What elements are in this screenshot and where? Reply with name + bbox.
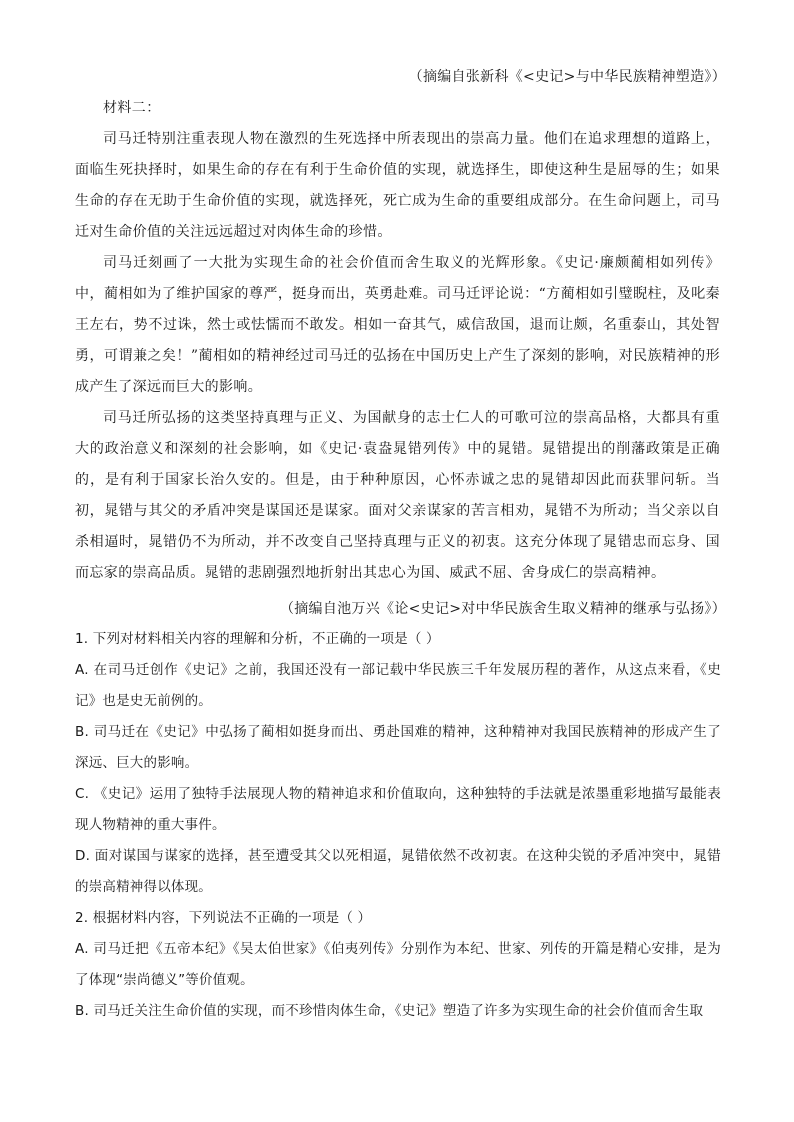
- source-citation-1: （摘编自张新科《<史记>与中华民族精神塑造》）: [408, 69, 726, 85]
- question-1-option-a: A. 在司马迁创作《史记》之前，我国还没有一部记载中华民族三千年发展历程的著作，从这点来看，《史记》也是史无前例的。: [75, 662, 721, 709]
- question-1-option-b: B. 司马迁在《史记》中弘扬了蔺相如挺身而出、勇赴国难的精神，这种精神对我国民族精神的形成产生了深远、巨大的影响。: [75, 724, 721, 771]
- paragraph-3: 司马迁所弘扬的这类坚持真理与正义、为国献身的志士仁人的可歌可泣的崇高品格，大都具有重大的政治意义和深刻的社会影响，如《史记·袁盎晁错列传》中的晁错。晁错提出的削藩政策是正确的，是有利于国家长治久安的。但是，由于种种原因，心怀赤诚之忠的晁错却因此而获罪问斩。当初，晁错与其父的矛盾冲突是谋国还是谋家。面对父亲谋家的苦言相劝，晁错不为所动；当父亲以自杀相逼时，晁错仍不为所动，并不改变自己坚持真理与正义的初衷。这充分体现了晁错忠而忘身、国而忘家的崇高品质。晁错的悲剧强烈地折射出其忠心为国、威武不屈、舍身成仁的崇高精神。: [75, 410, 720, 581]
- question-1-stem: 1. 下列对材料相关内容的理解和分析，不正确的一项是（ ）: [75, 631, 440, 647]
- question-1-option-c: C. 《史记》运用了独特手法展现人物的精神追求和价值取向，这种独特的手法就是浓墨重彩地描写最能表现人物精神的重大事件。: [75, 786, 721, 833]
- paragraph-1: 司马迁特别注重表现人物在激烈的生死选择中所表现出的崇高力量。他们在追求理想的道路上，面临生死抉择时，如果生命的存在有利于生命价值的实现，就选择生，即使这种生是屈辱的生；如果生命的存在无助于生命价值的实现，就选择死，死亡成为生命的重要组成部分。在生命问题上，司马迁对生命价值的关注远远超过对肉体生命的珍惜。: [75, 131, 720, 240]
- source-citation-2: （摘编自池万兴《论<史记>对中华民族舍生取义精神的继承与弘扬》）: [279, 601, 726, 617]
- paragraph-2: 司马迁刻画了一大批为实现生命的社会价值而舍生取义的光辉形象。《史记·廉颇蔺相如列传》中，蔺相如为了维护国家的尊严，挺身而出，英勇赴难。司马迁评论说：“方蔺相如引璧睨柱，及叱秦王左右，势不过诛，然士或怯懦而不敢发。相如一奋其气，威信敌国，退而让颇，名重泰山，其处智勇，可谓兼之矣！”蔺相如的精神经过司马迁的弘扬在中国历史上产生了深刻的影响，对民族精神的形成产生了深远而巨大的影响。: [75, 255, 720, 395]
- question-2-option-b: B. 司马迁关注生命价值的实现，而不珍惜肉体生命，《史记》塑造了许多为实现生命的社会价值而舍生取: [75, 1003, 704, 1019]
- question-2-stem: 2. 根据材料内容，下列说法不正确的一项是（ ）: [75, 910, 372, 926]
- question-2-option-a: A. 司马迁把《五帝本纪》《吴太伯世家》《伯夷列传》分别作为本纪、世家、列传的开篇是精心安排，是为了体现“崇尚德义”等价值观。: [75, 941, 721, 988]
- question-1-option-d: D. 面对谋国与谋家的选择，甚至遭受其父以死相逼，晁错依然不改初衷。在这种尖锐的矛盾冲突中，晁错的崇高精神得以体现。: [75, 848, 721, 895]
- material-2-label: 材料二：: [103, 100, 161, 116]
- material-2-block: [75, 93, 720, 589]
- questions-block: [75, 624, 721, 1027]
